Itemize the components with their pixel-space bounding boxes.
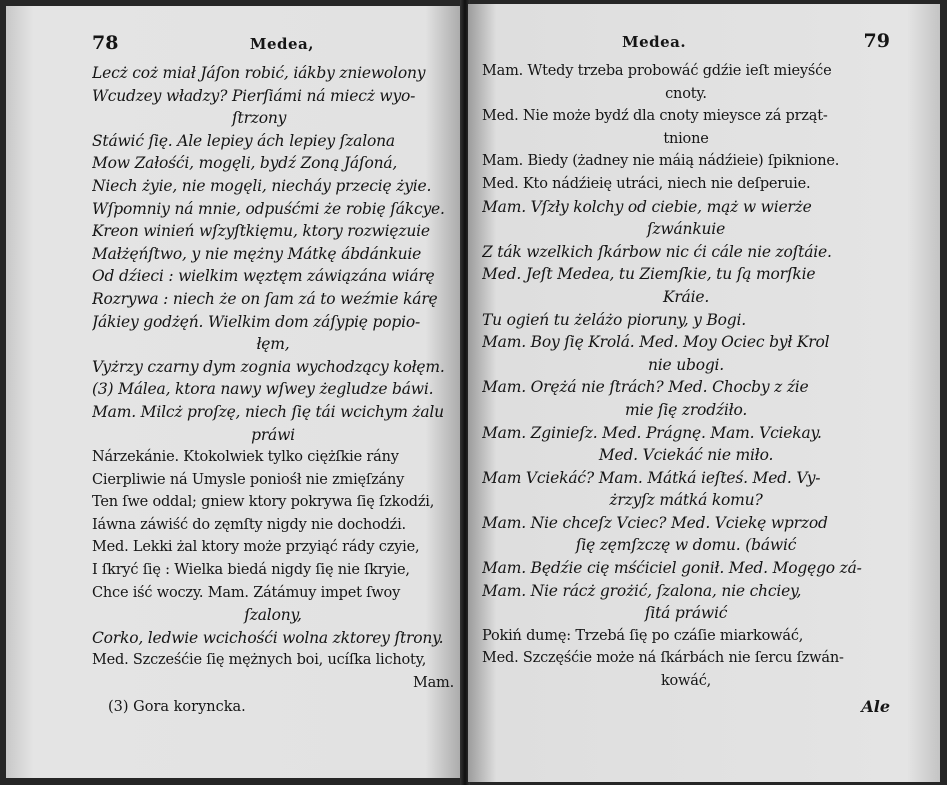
text-line: Lecż coż miał Jáſon robić, iákby zniewolony xyxy=(92,64,426,82)
text-line: Stáwić ſię. Ale lepiey ách lepiey ſzalona xyxy=(92,131,395,150)
text-line: Med. Szczęśćie może ná ſkárbách nie ſercu ſzwán- xyxy=(482,650,844,667)
text-line: żrzyſz mátká komu? xyxy=(609,491,763,510)
text-line: Mam. Zginieſz. Med. Prágnę. Mam. Vciekay. xyxy=(482,423,822,442)
text-line: Mam. Boy ſię Krolá. Med. Moy Ociec był Krol xyxy=(482,333,830,352)
text-line: Małżęńſtwo, y nie mężny Mátkę ábdánkuie xyxy=(92,244,422,263)
left-page-header xyxy=(92,32,454,62)
text-line: ſię zęmſzczę w domu. (báwić xyxy=(575,536,797,555)
text-line: Od dźieci : wielkim węztęm záwiązána wiárę xyxy=(92,267,435,286)
text-line: tnione xyxy=(663,130,709,147)
text-line: Mam. Orężá nie ſtrách? Med. Chocby z źie xyxy=(482,378,809,397)
text-line: Med. Lekki żal ktory może przyiąć rády czyie, xyxy=(92,539,420,556)
text-line: Mam. Milcż proſzę, niech ſię tái wcichym żalu xyxy=(92,402,444,421)
text-line: práwi xyxy=(251,425,295,444)
text-line: Mam. xyxy=(412,675,454,692)
text-line: Corko, ledwie wcichośći wolna zktorey ſtrony. xyxy=(92,628,444,647)
text-line: Mam. Będźie cię mśćiciel gonił. Med. Mogęgo zá- xyxy=(482,559,862,578)
text-line: Kráie. xyxy=(662,287,710,306)
text-line: Pokiń dumę: Trzebá ſię po czáſie miarkowáć, xyxy=(482,627,804,644)
page-number: 79 xyxy=(863,30,890,52)
text-line: Med. Vciekáć nie miło. xyxy=(598,446,774,465)
text-line: Cierpliwie ná Umysle poniośł nie zmięſzány xyxy=(92,471,405,488)
text-line: Z ták wzelkich ſkárbow nic ći cále nie zoſtáie. xyxy=(482,242,832,261)
text-line: Med. Nie może bydź dla cnoty mieysce zá prząt- xyxy=(482,108,828,125)
text-line: ſtrzony xyxy=(232,109,287,128)
left-page xyxy=(6,6,462,778)
text-line: Rozrywa : niech że on ſam zá to weźmie kárę xyxy=(92,289,438,308)
text-line: mie ſię zrodźiło. xyxy=(624,400,748,419)
text-line: Mam. Wtedy trzeba probowáć gdźie ieſt mieyśće xyxy=(482,63,832,79)
text-line: Chce iść woczy. Mam. Zátámuy impet ſwoy xyxy=(92,584,401,601)
footnote: (3) Gora koryncka. xyxy=(108,698,246,715)
text-line: Med. Kto nádźieię utráci, niech nie deſperuie. xyxy=(482,175,811,192)
text-line: Mam. Nie chceſz Vciec? Med. Vciekę wprzod xyxy=(482,513,828,532)
text-line: Mam. Vſzły kolchy od ciebie, mąż w wierże xyxy=(482,197,812,216)
text-line: Kreon winień wſzyſtkięmu, ktory rozwięzuie xyxy=(92,222,430,241)
text-line: nie ubogi. xyxy=(647,355,725,374)
text-line: kowáć, xyxy=(660,673,712,690)
text-line: Wcudzey władzy? Pierſiámi ná miecż wyo- xyxy=(92,86,416,105)
text-line: I ſkryć ſię : Wielka biedá nigdy ſię nie ſkryie, xyxy=(92,562,410,579)
right-page xyxy=(468,4,940,782)
text-line: Nárzekánie. Ktokolwiek tylko ciężſkie rány xyxy=(92,449,399,466)
text-line: Ten ſwe oddal; gniew ktory pokrywa ſię ſzkodźi, xyxy=(92,494,435,511)
text-line: Jákiey godżęń. Wielkim dom záſypię popio- xyxy=(92,312,420,331)
text-line: cnoty. xyxy=(665,85,707,102)
running-title: Medea. xyxy=(622,33,687,51)
text-line: ſzalony, xyxy=(244,606,302,625)
text-line: ſzwánkuie xyxy=(646,220,726,239)
right-page-header xyxy=(482,30,890,60)
catchword: Ale xyxy=(861,696,890,716)
text-line: Med. Szcześćie ſię mężnych boi, ucíſka lichoty, xyxy=(92,652,427,669)
page-number: 78 xyxy=(92,32,119,54)
text-line: (3) Málea, ktora nawy wſwey żegludze báwi. xyxy=(92,380,434,399)
text-line: Vyżrzy czarny dym zognia wychodzący kołęm. xyxy=(92,357,445,376)
text-line: ſitá práwić xyxy=(644,604,728,623)
text-line: Wſpomniy ná mnie, odpuśćmi że robię ſákcye. xyxy=(92,199,445,218)
text-line: łęm, xyxy=(256,335,290,354)
text-line: Mam. Biedy (żadney nie máią nádźieie) ſpiknione. xyxy=(482,153,840,170)
text-line: Mam. Nie rácż grożić, ſzalona, nie chciey, xyxy=(482,581,802,600)
text-line: Med. Jeſt Medea, tu Ziemſkie, tu ſą morſkie xyxy=(482,265,816,284)
text-line: Niech żyie, nie mogęli, niecháy przecię żyie. xyxy=(92,176,432,195)
text-line: Iáwna záwiść do zęmſty nigdy nie dochodźi. xyxy=(92,516,406,533)
left-page-text xyxy=(92,62,454,695)
text-line: Mam Vciekáć? Mam. Mátká ieſteś. Med. Vy- xyxy=(482,468,821,487)
running-title: Medea, xyxy=(249,35,314,53)
right-page-text xyxy=(482,60,890,693)
text-line: Tu ogień tu żeláżo pioruny, y Bogi. xyxy=(482,310,746,329)
text-line: Mow Załośći, mogęli, bydź Zoną Jáſoná, xyxy=(92,154,398,173)
